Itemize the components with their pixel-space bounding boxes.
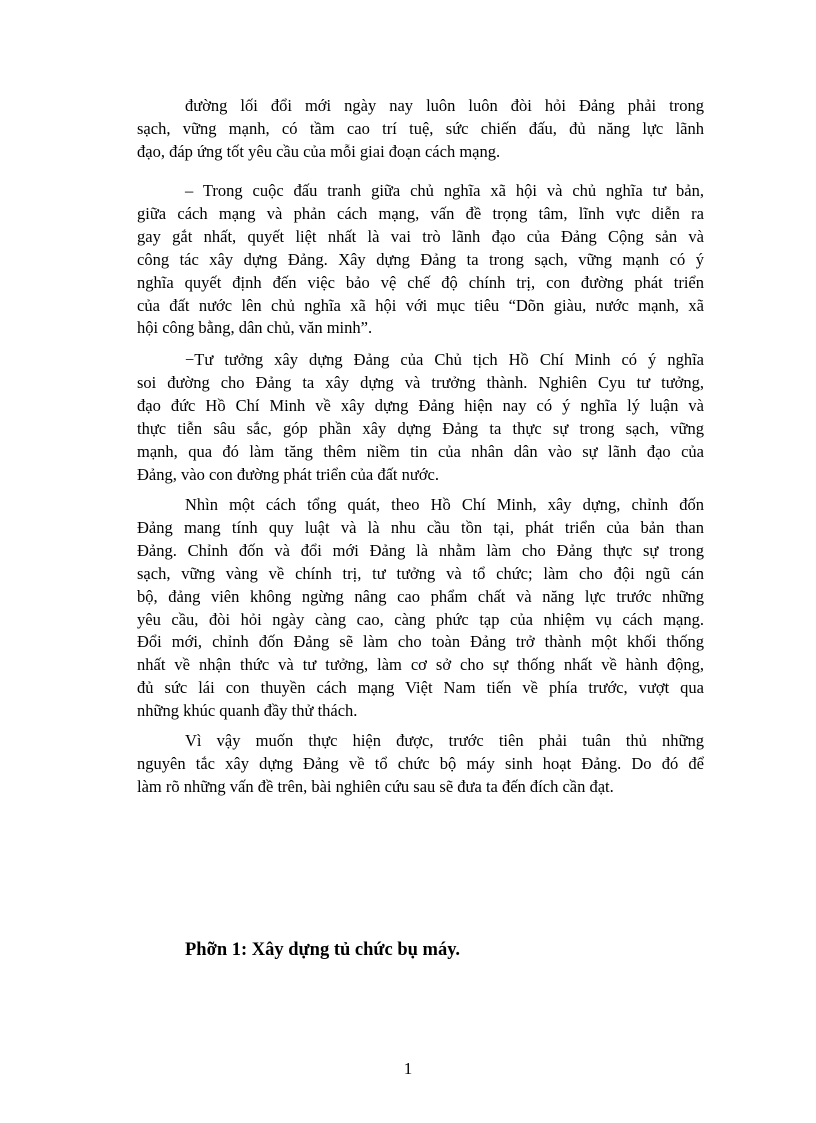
paragraph-line: mạnh, qua đó làm tăng thêm niềm tin của nhân dân vào sự lãnh đạo của bbox=[137, 441, 704, 461]
paragraph-line: soi đường cho Đảng ta xây dựng và trưởng thành. Nghiên Cyu tư tưởng, bbox=[137, 372, 704, 392]
paragraph-line: làm rõ những vấn đề trên, bài nghiên cứu sau sẽ đưa ta đến đích cần đạt. bbox=[137, 776, 614, 796]
paragraph-2 bbox=[137, 180, 704, 340]
paragraph-1 bbox=[137, 95, 704, 164]
paragraph-line: nhất về nhận thức và tư tưởng, làm cơ sở cho sự thống nhất về hành động, bbox=[137, 655, 704, 675]
paragraph-line: công tác xây dựng Đảng. Xây dựng Đảng ta trong sạch, vững mạnh có ý bbox=[137, 249, 704, 269]
paragraph-line: gay gắt nhất, quyết liệt nhất là vai trò lãnh đạo của Đảng Cộng sản và bbox=[137, 226, 704, 246]
paragraph-line: nghĩa quyết định đến việc bảo vệ chế độ chính trị, con đường phát triển bbox=[137, 272, 704, 292]
paragraph-line: đạo đức Hồ Chí Minh về xây dựng Đảng hiện nay có ý nghĩa lý luận và bbox=[137, 395, 704, 415]
paragraph-line: sạch, vững mạnh, có tầm cao trí tuệ, sức chiến đấu, đủ năng lực lãnh bbox=[137, 118, 704, 138]
paragraph-line: Vì vậy muốn thực hiện được, trước tiên phải tuân thủ những bbox=[185, 731, 704, 750]
paragraph-line: đạo, đáp ứng tốt yêu cầu của mỗi giai đoạn cách mạng. bbox=[137, 141, 501, 161]
section-heading: Phỡn 1: Xây dựng tủ chức bụ máy. bbox=[185, 940, 461, 960]
paragraph-line: Đảng mang tính quy luật và là nhu cầu tồn tại, phát triển của bản than bbox=[137, 517, 704, 537]
paragraph-line: những khúc quanh đầy thử thách. bbox=[137, 701, 358, 721]
paragraph-line: giữa cách mạng và phản cách mạng, vấn đề trọng tâm, lĩnh vực diễn ra bbox=[137, 203, 704, 223]
paragraph-line: Đảng. Chỉnh đốn và đổi mới Đảng là nhằm làm cho Đảng thực sự trong bbox=[137, 540, 704, 560]
paragraph-line: của đất nước lên chủ nghĩa xã hội với mục tiêu “Dõn giàu, nước mạnh, xã bbox=[137, 295, 704, 315]
paragraph-line: bộ, đảng viên không ngừng nâng cao phẩm chất và năng lực trước những bbox=[137, 586, 704, 606]
paragraph-line: Đảng, vào con đường phát triển của đất nước. bbox=[137, 464, 439, 484]
paragraph-line: đủ sức lái con thuyền cách mạng Việt Nam tiến về phía trước, vượt qua bbox=[137, 678, 704, 698]
paragraph-line: Đổi mới, chỉnh đốn Đảng sẽ làm cho toàn Đảng trở thành một khối thống bbox=[137, 632, 704, 652]
paragraph-line: hội công bằng, dân chủ, văn minh”. bbox=[137, 318, 373, 338]
page-number: 1 bbox=[403, 1059, 413, 1078]
paragraph-line: Nhìn một cách tổng quát, theo Hồ Chí Minh, xây dựng, chỉnh đốn bbox=[185, 495, 704, 514]
paragraph-line: đường lối đổi mới ngày nay luôn luôn đòi hỏi Đảng phải trong bbox=[185, 96, 704, 115]
paragraph-line: nguyên tắc xây dựng Đảng về tổ chức bộ máy sinh hoạt Đảng. Do đó để bbox=[137, 753, 704, 773]
paragraph-3 bbox=[137, 349, 704, 486]
paragraph-line: sạch, vững vàng về chính trị, tư tưởng và tổ chức; làm cho đội ngũ cán bbox=[137, 563, 704, 583]
paragraph-line: – Trong cuộc đấu tranh giữa chủ nghĩa xã hội và chủ nghĩa tư bản, bbox=[185, 181, 704, 200]
paragraph-line: thực tiễn sâu sắc, góp phần xây dựng Đảng ta thực sự trong sạch, vững bbox=[137, 418, 704, 438]
paragraph-line: −Tư tưởng xây dựng Đảng của Chủ tịch Hồ Chí Minh có ý nghĩa bbox=[185, 350, 704, 369]
paragraph-4 bbox=[137, 494, 704, 723]
paragraph-line: yêu cầu, đòi hỏi ngày càng cao, càng phức tạp của nhiệm vụ cách mạng. bbox=[137, 609, 704, 629]
paragraph-5 bbox=[137, 730, 704, 799]
